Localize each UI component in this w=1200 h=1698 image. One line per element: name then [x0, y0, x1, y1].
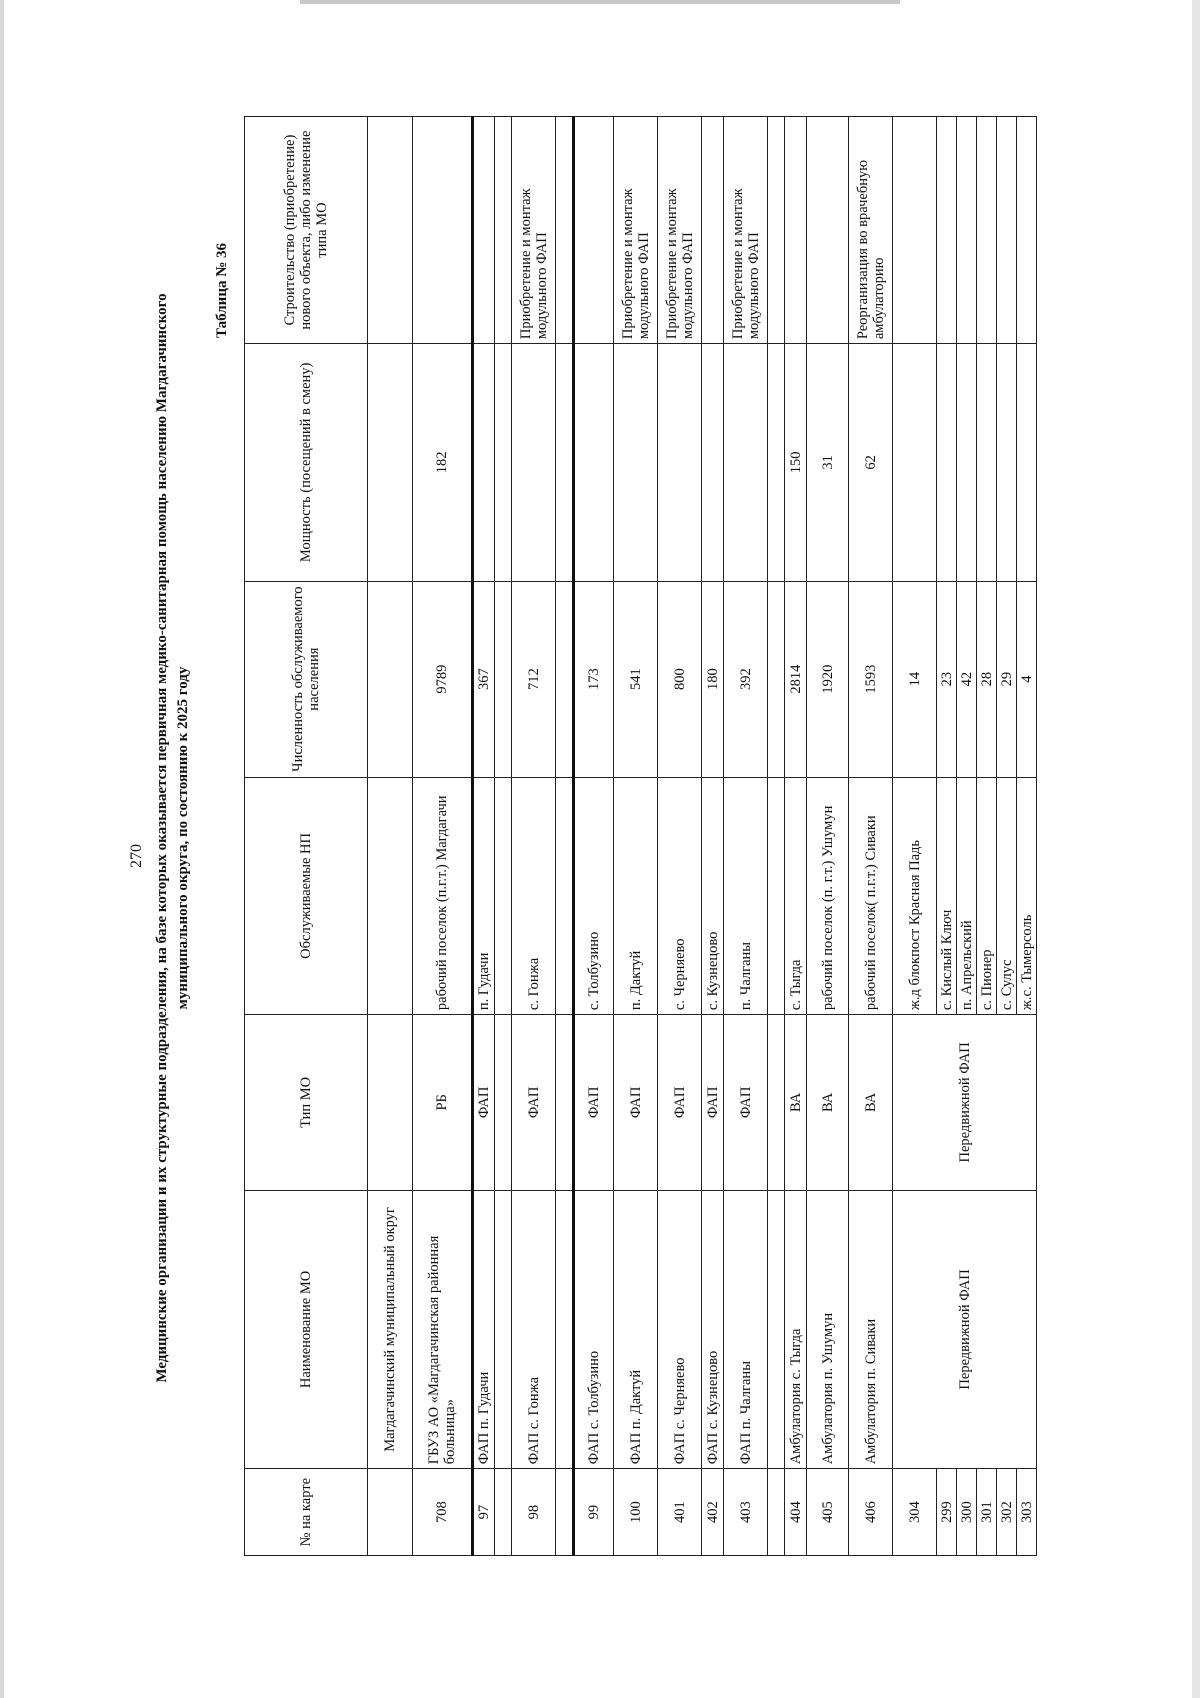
section-row [368, 117, 413, 1556]
cell-map-no: 404 [785, 1469, 807, 1556]
cell-settlement: с. Толбузино [574, 777, 614, 1014]
spacer-row [768, 117, 785, 1556]
table-row [849, 117, 893, 1556]
section-empty [368, 581, 413, 777]
table-row [724, 117, 768, 1556]
cell-capacity [658, 344, 702, 581]
cell-capacity [512, 344, 556, 581]
mobile-row [893, 117, 937, 1556]
cell-map-no: 708 [413, 1469, 473, 1556]
cell-name: Амбулатория п. Сиваки [849, 1190, 893, 1469]
cell-construction: Приобретение и монтаж модульного ФАП [658, 117, 702, 344]
cell-settlement: с. Сулус [997, 777, 1017, 1014]
cell-name: ФАП п. Дактуй [614, 1190, 658, 1469]
table-row [473, 117, 495, 1556]
spacer-cell [495, 1190, 512, 1469]
cell-type: ФАП [473, 1015, 495, 1190]
cell-population: 173 [574, 581, 614, 777]
cell-population: 800 [658, 581, 702, 777]
spacer-cell [768, 1469, 785, 1556]
cell-settlement: рабочий поселок( п.г.т.) Сиваки [849, 777, 893, 1014]
header-name: Наименование МО [245, 1190, 368, 1469]
table-row [512, 117, 556, 1556]
header-type: Тип МО [245, 1015, 368, 1190]
cell-construction [957, 117, 977, 344]
cell-construction [997, 117, 1017, 344]
cell-construction [473, 117, 495, 344]
section-empty [368, 344, 413, 581]
cell-construction [937, 117, 957, 344]
cell-capacity [937, 344, 957, 581]
cell-capacity [957, 344, 977, 581]
cell-construction: Реорганизация во врачебную амбулаторию [849, 117, 893, 344]
cell-population: 42 [957, 581, 977, 777]
cell-capacity [893, 344, 937, 581]
cell-population: 4 [1017, 581, 1037, 777]
cell-capacity [1017, 344, 1037, 581]
cell-type: ФАП [512, 1015, 556, 1190]
document-title [152, 128, 194, 1548]
header-map-no: № на карте [245, 1469, 368, 1556]
spacer-cell [556, 344, 574, 581]
spacer-cell [768, 581, 785, 777]
header-settlements: Обслуживаемые НП [245, 777, 368, 1014]
spacer-cell [768, 1015, 785, 1190]
cell-map-no: 299 [937, 1469, 957, 1556]
cell-type: РБ [413, 1015, 473, 1190]
cell-construction: Приобретение и монтаж модульного ФАП [724, 117, 768, 344]
cell-type: ФАП [724, 1015, 768, 1190]
section-empty [368, 777, 413, 1014]
spacer-cell [768, 777, 785, 1014]
spacer-row [556, 117, 574, 1556]
cell-population: 29 [997, 581, 1017, 777]
cell-capacity: 182 [413, 344, 473, 581]
cell-capacity [614, 344, 658, 581]
spacer-cell [556, 1190, 574, 1469]
cell-type: ВА [807, 1015, 849, 1190]
cell-population: 1920 [807, 581, 849, 777]
cell-settlement: п. Апрельский [957, 777, 977, 1014]
cell-map-no: 99 [574, 1469, 614, 1556]
cell-construction: Приобретение и монтаж модульного ФАП [512, 117, 556, 344]
cell-construction [893, 117, 937, 344]
section-empty-num [368, 1469, 413, 1556]
cell-map-no: 303 [1017, 1469, 1037, 1556]
cell-name: ФАП с. Толбузино [574, 1190, 614, 1469]
cell-settlement: рабочий поселок (п. г.т.) Ушумун [807, 777, 849, 1014]
cell-population: 28 [977, 581, 997, 777]
table-row [785, 117, 807, 1556]
spacer-cell [556, 117, 574, 344]
table-body [368, 117, 1037, 1556]
cell-name: ФАП с. Черняево [658, 1190, 702, 1469]
data-table [244, 116, 1037, 1556]
cell-population: 2814 [785, 581, 807, 777]
spacer-cell [556, 1469, 574, 1556]
cell-type: ФАП [658, 1015, 702, 1190]
table-row [574, 117, 614, 1556]
cell-population: 367 [473, 581, 495, 777]
cell-capacity [473, 344, 495, 581]
cell-capacity [997, 344, 1017, 581]
cell-map-no: 98 [512, 1469, 556, 1556]
cell-map-no: 100 [614, 1469, 658, 1556]
section-empty [368, 117, 413, 344]
cell-settlement: с. Черняево [658, 777, 702, 1014]
cell-name: ГБУЗ АО «Магдагачинская районная больница» [413, 1190, 473, 1469]
cell-type: ФАП [574, 1015, 614, 1190]
cell-settlement: п. Гудачи [473, 777, 495, 1014]
cell-name: Передвижной ФАП [893, 1190, 1037, 1469]
cell-population: 1593 [849, 581, 893, 777]
cell-population: 180 [702, 581, 724, 777]
cell-capacity [977, 344, 997, 581]
cell-map-no: 402 [702, 1469, 724, 1556]
spacer-cell [495, 1469, 512, 1556]
cell-map-no: 301 [977, 1469, 997, 1556]
spacer-cell [768, 344, 785, 581]
cell-type: ФАП [702, 1015, 724, 1190]
cell-map-no: 304 [893, 1469, 937, 1556]
header-construction: Строительство (приобретение) нового объекта, либо изменение типа МО [245, 117, 368, 344]
table-row [807, 117, 849, 1556]
spacer-cell [495, 117, 512, 344]
spacer-cell [556, 581, 574, 777]
spacer-cell [495, 581, 512, 777]
cell-settlement: ж.с. Тымерсоль [1017, 777, 1037, 1014]
cell-name: ФАП п. Гудачи [473, 1190, 495, 1469]
cell-type: Передвижной ФАП [893, 1015, 1037, 1190]
cell-type: ВА [849, 1015, 893, 1190]
spacer-cell [495, 777, 512, 1014]
header-population: Численность обслуживаемого населения [245, 581, 368, 777]
cell-name: Амбулатория п. Ушумун [807, 1190, 849, 1469]
spacer-row [495, 117, 512, 1556]
table-row [658, 117, 702, 1556]
cell-capacity: 150 [785, 344, 807, 581]
cell-construction [1017, 117, 1037, 344]
cell-settlement: с. Гонжа [512, 777, 556, 1014]
cell-name: Амбулатория с. Тыгда [785, 1190, 807, 1469]
cell-map-no: 97 [473, 1469, 495, 1556]
cell-capacity [724, 344, 768, 581]
spacer-cell [556, 1015, 574, 1190]
cell-capacity [574, 344, 614, 581]
cell-settlement: рабочий поселок (п.г.т.) Магдагачи [413, 777, 473, 1014]
cell-capacity: 62 [849, 344, 893, 581]
cell-capacity: 31 [807, 344, 849, 581]
header-row [245, 117, 368, 1556]
cell-construction: Приобретение и монтаж модульного ФАП [614, 117, 658, 344]
table-row [702, 117, 724, 1556]
cell-population: 392 [724, 581, 768, 777]
header-capacity: Мощность (посещений в смену) [245, 344, 368, 581]
cell-map-no: 302 [997, 1469, 1017, 1556]
title-line-1: Медицинские организации и их структурные подразделения, на базе которых оказывается первичная медико-санитарная помощь населению Магдагачинского [154, 293, 170, 1383]
cell-settlement: ж.д блокпост Красная Падь [893, 777, 937, 1014]
cell-map-no: 300 [957, 1469, 977, 1556]
cell-population: 541 [614, 581, 658, 777]
cell-construction [702, 117, 724, 344]
cell-name: ФАП с. Кузнецово [702, 1190, 724, 1469]
cell-settlement: с. Кузнецово [702, 777, 724, 1014]
cell-map-no: 401 [658, 1469, 702, 1556]
cell-construction [977, 117, 997, 344]
cell-population: 712 [512, 581, 556, 777]
section-title: Магдагачинский муниципальный округ [368, 1190, 413, 1469]
cell-map-no: 403 [724, 1469, 768, 1556]
title-line-2: муниципального округа, по состоянию к 2025 году [175, 666, 191, 1010]
cell-construction [413, 117, 473, 344]
cell-settlement: с. Кислый Ключ [937, 777, 957, 1014]
cell-settlement: п. Дактуй [614, 777, 658, 1014]
cell-construction [574, 117, 614, 344]
cell-construction [807, 117, 849, 344]
cell-map-no: 406 [849, 1469, 893, 1556]
cell-settlement: п. Чалганы [724, 777, 768, 1014]
spacer-cell [768, 1190, 785, 1469]
cell-settlement: с. Пионер [977, 777, 997, 1014]
spacer-cell [768, 117, 785, 344]
cell-capacity [702, 344, 724, 581]
table-label: Таблица № 36 [214, 242, 230, 338]
page-number: 270 [128, 844, 145, 868]
spacer-cell [495, 1015, 512, 1190]
section-empty [368, 1015, 413, 1190]
cell-construction [785, 117, 807, 344]
cell-name: ФАП п. Чалганы [724, 1190, 768, 1469]
cell-population: 23 [937, 581, 957, 777]
table-row [614, 117, 658, 1556]
cell-population: 9789 [413, 581, 473, 777]
cell-type: ФАП [614, 1015, 658, 1190]
cell-map-no: 405 [807, 1469, 849, 1556]
cell-name: ФАП с. Гонжа [512, 1190, 556, 1469]
spacer-cell [495, 344, 512, 581]
cell-settlement: с. Тыгда [785, 777, 807, 1014]
table-row [413, 117, 473, 1556]
cell-population: 14 [893, 581, 937, 777]
cell-type: ВА [785, 1015, 807, 1190]
spacer-cell [556, 777, 574, 1014]
